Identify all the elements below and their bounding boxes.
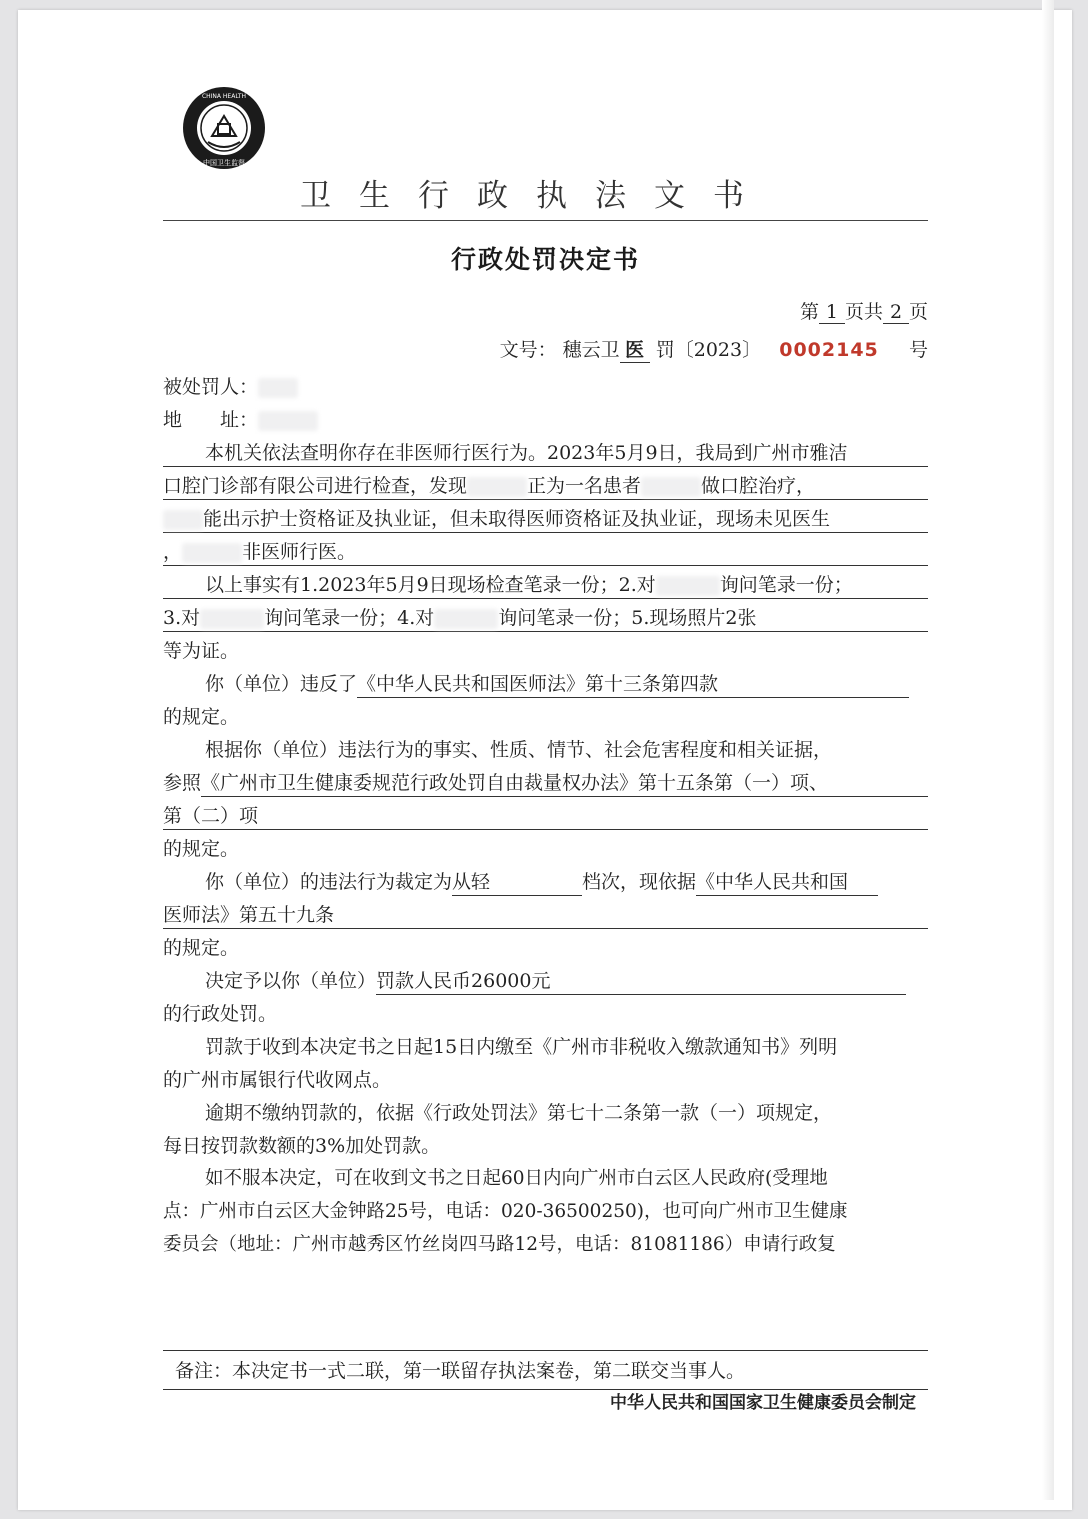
body-line: 决定予以你（单位）罚款人民币26000元 (163, 968, 928, 995)
body-line: 委员会（地址：广州市越秀区竹丝岗四马路12号，电话：81081186）申请行政复 (163, 1234, 836, 1255)
body-line: 点：广州市白云区大金钟路25号，电话：020-36500250)，也可向广州市卫生健康 (163, 1201, 848, 1222)
footer-note: 备注：本决定书一式二联，第一联留存执法案卷，第二联交当事人。 (163, 1356, 928, 1390)
scan-edge-shadow (1042, 0, 1054, 1500)
body-line: 第（二）项 (163, 803, 928, 830)
svg-text:中国卫生监督: 中国卫生监督 (203, 159, 245, 167)
severity-level: 从轻 (452, 869, 582, 896)
health-inspection-seal-icon (182, 86, 266, 170)
document-type-heading: 卫生行政执法文书 (300, 178, 772, 214)
body-line: 你（单位）的违法行为裁定为从轻 档次，现依据《中华人民共和国 (163, 869, 928, 896)
body-line: 的行政处罚。 (163, 1003, 278, 1025)
body-line: 你（单位）违反了《中华人民共和国医师法》第十三条第四款 (163, 671, 928, 698)
redacted-address (258, 411, 318, 431)
page-number: 第 1 页共 2 页 (799, 301, 928, 323)
document-number: 文号： 穗云卫 医 罚〔2023〕 0002145 号 (500, 335, 928, 363)
body-line: ， 非医师行医。 (163, 539, 928, 566)
form-maker: 中华人民共和国国家卫生健康委员会制定 (610, 1393, 916, 1413)
total-pages: 2 (883, 301, 909, 324)
svg-text:CHINA HEALTH: CHINA HEALTH (201, 93, 247, 100)
doc-type-char: 医 (620, 335, 650, 363)
note-rule (163, 1350, 928, 1351)
serial-number: 0002145 (779, 339, 879, 361)
body-line: 等为证。 (163, 640, 240, 662)
address-field: 地 址： (163, 407, 928, 433)
party-field: 被处罚人： (163, 374, 928, 400)
redacted-party (258, 378, 298, 398)
body-line: 以上事实有1.2023年5月9日现场检查笔录一份；2.对 询问笔录一份； (163, 572, 928, 599)
body-line: 每日按罚款数额的3%加处罚款。 (163, 1135, 441, 1157)
body-line: 的规定。 (163, 937, 240, 959)
body-line: 3.对 询问笔录一份；4.对 询问笔录一份；5.现场照片2张 (163, 605, 928, 632)
body-line: 口腔门诊部有限公司进行检查，发现 正为一名患者 做口腔治疗， (163, 473, 928, 500)
body-line: 的规定。 (163, 838, 240, 860)
body-line: 逾期不缴纳罚款的，依据《行政处罚法》第七十二条第一款（一）项规定， (205, 1102, 833, 1124)
body-line: 根据你（单位）违法行为的事实、性质、情节、社会危害程度和相关证据， (205, 739, 833, 761)
body-line: 医师法》第五十九条 (163, 902, 928, 929)
body-line: 能出示护士资格证及执业证，但未取得医师资格证及执业证，现场未见医生 (163, 506, 928, 533)
fine-amount: 罚款人民币26000元 (376, 968, 906, 995)
body-line: 的广州市属银行代收网点。 (163, 1069, 392, 1091)
body-line: 的规定。 (163, 706, 240, 728)
body-line: 罚款于收到本决定书之日起15日内缴至《广州市非税收入缴款通知书》列明 (205, 1036, 838, 1058)
body-line: 本机关依法查明你存在非医师行医行为。2023年5月9日，我局到广州市雅洁 (163, 440, 928, 467)
body-line: 参照《广州市卫生健康委规范行政处罚自由裁量权办法》第十五条第（一）项、 (163, 770, 928, 797)
body-line: 如不服本决定，可在收到文书之日起60日内向广州市白云区人民政府(受理地 (205, 1168, 828, 1189)
page-title: 行政处罚决定书 (450, 245, 640, 274)
heading-rule (163, 220, 928, 221)
current-page: 1 (819, 301, 845, 324)
